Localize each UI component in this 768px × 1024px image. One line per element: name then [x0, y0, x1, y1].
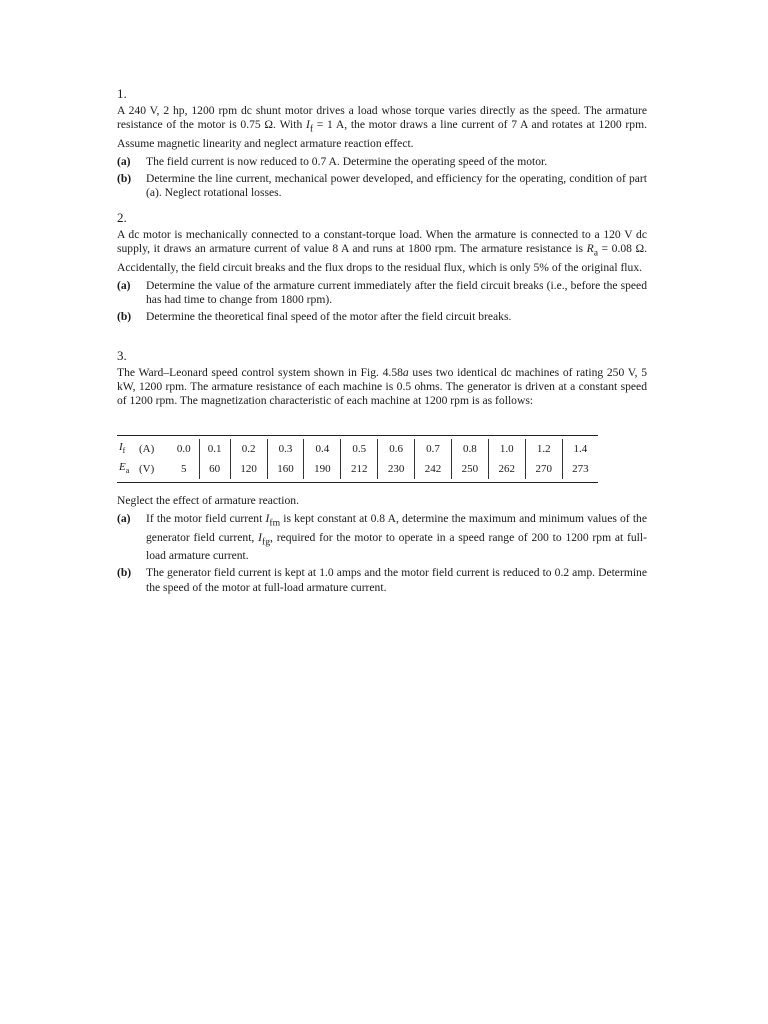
- table-cell: 212: [341, 459, 378, 479]
- note-text: Neglect the effect of armature reaction.: [117, 494, 299, 507]
- problem-statement: A 240 V, 2 hp, 1200 rpm dc shunt motor drives a load whose torque varies directly as the speed. The armature resistance of the motor is 0.75 Ω. With $I_f = 1$ A, the motor draws a line current of 7 A and rotates at 1200 rpm. Assume magnetic linearity and neglect armature reaction effect.: [117, 104, 647, 150]
- table-cell: 273: [562, 459, 598, 479]
- table-cell: 60: [199, 459, 230, 479]
- table-cell: 1.4: [562, 439, 598, 459]
- table-row: [117, 459, 598, 479]
- table-cell: 230: [378, 459, 415, 479]
- table-cell: 0.0: [176, 442, 191, 455]
- problem-number: 1.: [117, 86, 127, 101]
- table-cell: 0.8: [451, 439, 488, 459]
- problem-3-continued: [117, 494, 647, 598]
- table-row: [117, 439, 598, 459]
- problem-part: (b) The generator field current is kept at 1.0 amps and the motor field current is reduced to 0.2 amp. Determine the speed of the motor at full-load armature current.: [117, 566, 647, 594]
- table-cell: 0.1: [199, 439, 230, 459]
- table-cell: 0.7: [415, 439, 452, 459]
- table-cell: 0.6: [378, 439, 415, 459]
- problem-statement: The Ward–Leonard speed control system shown in Fig. 4.58a uses two identical dc machines of rating 250 V, 5 kW, 1200 rpm. The armature resistance of each machine is 0.5 ohms. The generator is driven at a constant speed of 1200 rpm. The magnetization characteristic of each machine at 1200 rpm is as follows:: [117, 366, 648, 408]
- table-cell: 1.2: [525, 439, 562, 459]
- row-symbol: $E_a$: [119, 461, 130, 476]
- table-cell: 5: [181, 462, 187, 475]
- symbol-ifg: $I_{fg}$: [258, 530, 271, 548]
- table-cell: 270: [525, 459, 562, 479]
- table-cell: 262: [488, 459, 525, 479]
- problem-number: 2.: [117, 210, 127, 225]
- problem-part: (a) Determine the value of the armature current immediately after the field circuit breaks (i.e., before the speed has had time to change from 1800 rpm).: [117, 278, 647, 307]
- table-cell: 160: [267, 459, 304, 479]
- problem-part: (b) Determine the theoretical final speed of the motor after the field circuit breaks.: [117, 310, 512, 324]
- table-cell: 120: [230, 459, 267, 479]
- row-unit: (V): [139, 462, 155, 475]
- symbol-ra: $R_a$: [586, 242, 598, 259]
- problem-part: (a) If the motor field current $I_{fm}$ is kept constant at 0.8 A, determine the maximum and minimum values of the generator field current, $I_{fg}$, required for the motor to operate in a speed range of 200 to 1200 rpm at full-load armature current.: [117, 512, 647, 563]
- problem-statement: A dc motor is mechanically connected to a constant-torque load. When the armature is connected to a 120 V dc supply, it draws an armature current of value 8 A and runs at 1800 rpm. The armature resistance is $R_a = 0.08$ Ω. Accidentally, the field circuit breaks and the flux drops to the residual flux, which is only 5% of the original flux.: [117, 228, 647, 274]
- problem-number: 3.: [117, 348, 127, 363]
- table-cell: 190: [304, 459, 341, 479]
- problem-3: [117, 348, 647, 413]
- table-cell: 0.4: [304, 439, 341, 459]
- table-cell: 0.2: [230, 439, 267, 459]
- symbol-if: $I_f$: [306, 118, 314, 135]
- table-cell: 0.5: [341, 439, 378, 459]
- table-cell: 0.3: [267, 439, 304, 459]
- row-unit: (A): [139, 442, 155, 455]
- problem-part: (b) Determine the line current, mechanical power developed, and efficiency for the operating, condition of part (a). Neglect rotational losses.: [117, 172, 647, 200]
- problem-2: [117, 210, 647, 328]
- magnetization-table: [117, 435, 598, 483]
- row-symbol: $I_f$: [119, 441, 126, 456]
- table-cell: 242: [415, 459, 452, 479]
- problem-part: (a) The field current is now reduced to 0.7 A. Determine the operating speed of the motor.: [117, 154, 548, 168]
- table-cell: 250: [451, 459, 488, 479]
- table-cell: 1.0: [488, 439, 525, 459]
- problem-1: [117, 86, 647, 204]
- symbol-ifm: $I_{fm}$: [265, 512, 281, 529]
